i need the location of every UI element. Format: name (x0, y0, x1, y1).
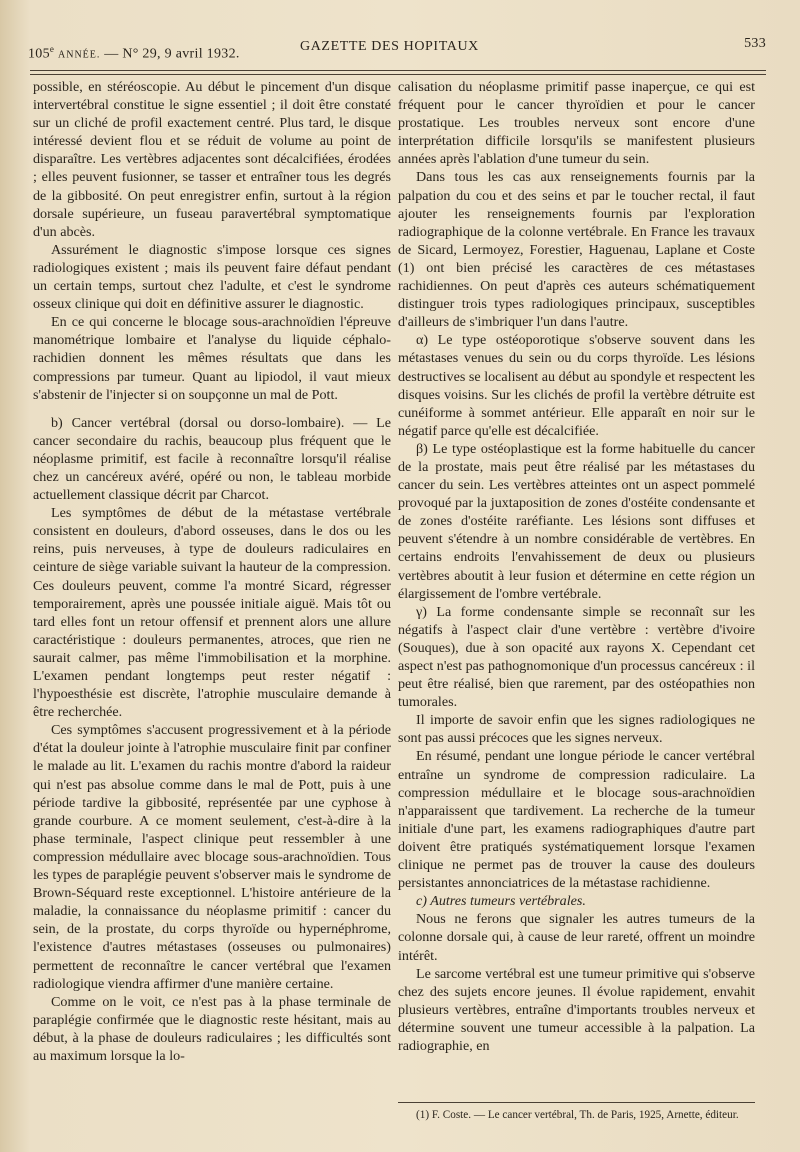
issue-info (28, 44, 240, 63)
paragraph: Ces symptômes s'accusent progressivement et à la période d'état la douleur jointe à l'atrophie musculaire finit par confiner le malade au lit. L'examen du rachis montre d'abord la raideur qui n'est pas absolue comme dans le mal de Pott, puis à une période tardive la gibbosité, représentée par une cyphose à grande courbure. A ce moment seulement, c'est-à-dire à la phase terminale, l'aspect clinique peut ressembler à une compression médullaire avec blocage sous-arachnoïdien. Tous les types de paraplégie peuvent s'observer mais le syndrome de Brown-Séquard reste exceptionnel. L'histoire antérieure de la maladie, la connaissance du néoplasme primitif : cancer du sein, de la prostate, du corps thyroïde ou hypernéphrome, l'existence d'autres métastases (osseuses ou pulmonaires) permettent de reconnaître le cancer vertébral que l'examen radiologique viendra affirmer d'une manière certaine. (33, 722, 391, 992)
section-heading-paragraph: b) Cancer vertébral (dorsal ou dorso-lombaire). — Le cancer secondaire du rachis, beaucoup plus fréquent que le néoplasme primitif, est facile à reconnaître lorsqu'il réalise chez un cancéreux avéré, opéré ou non, le tableau morbide actuellement classique décrit par Charcot. (33, 414, 391, 504)
paragraph: calisation du néoplasme primitif passe inaperçue, ce qui est fréquent pour le cancer thyroïdien et pour le cancer prostatique. Les troubles nerveux sont encore d'une interprétation difficile lorsqu'ils se manifestent plusieurs années après l'ablation d'une tumeur du sein. (398, 79, 755, 168)
paragraph: Dans tous les cas aux renseignements fournis par la palpation du cou et des seins et par le toucher rectal, il faut ajouter les renseignements fournis par l'exploration radiographique de la colonne vertébrale. En France les travaux de Sicard, Lermoyez, Forestier, Haguenau, Laplane et Coste (1) ont bien précisé les caractères de ces métastases rachidiennes. On peut d'après ces auteurs schématiquement distinguer trois types radiologiques principaux, susceptibles d'ailleurs de s'imbriquer l'un dans l'autre. (398, 169, 755, 331)
page-number: 533 (744, 36, 766, 51)
subsection-heading: c) Autres tumeurs vertébrales. (416, 893, 586, 910)
left-column (33, 78, 391, 1065)
header-rule-bottom (30, 74, 766, 75)
paragraph: β) Le type ostéoplastique est la forme habituelle du cancer de la prostate, mais peut être réalisé par les métastases du cancer du sein. Les vertèbres atteintes ont un aspect pommelé provoqué par la juxtaposition de zones d'ostéite condensante et de zones d'ostéite raréfiante. Les lésions sont diffuses et peuvent s'étendre à un nombre considérable de vertèbres. En certains endroits l'envahissement de deux ou plusieurs vertèbres aboutit à leur fusion et détermine en cette région un élargissement de l'ombre vertébrale. (398, 440, 755, 602)
journal-title: GAZETTE DES HOPITAUX (300, 39, 479, 54)
paragraph: possible, en stéréoscopie. Au début le pincement d'un disque intervertébral constitue le signe essentiel ; il doit être constaté sur un cliché de profil exactement centré. Plus tard, le disque intéressé devient flou et se réduit de volume au point de disparaître. Les vertèbres adjacentes sont décalcifiées, érodées ; elles peuvent fusionner, se tasser et entraîner tous les degrés de la gibbosité. On peut enregistrer enfin, surtout à la région dorsale supérieure, un fuseau paravertébral symptomatique d'un abcès. (33, 79, 391, 240)
paragraph: En résumé, pendant une longue période le cancer vertébral entraîne un syndrome de compression radiculaire. La compression médullaire et le blocage sous-arachnoïdien n'apparaissent que tardivement. La recherche de la tumeur initiale d'une part, les examens radiographiques d'autre part doivent être pratiqués systématiquement lorsque l'examen clinique ne permet pas de trouver la cause des douleurs persistantes annonciatrices de la métastase rachidienne. (398, 748, 755, 892)
paragraph: Le sarcome vertébral est une tumeur primitive qui s'observe chez des sujets encore jeunes. Il évolue rapidement, envahit plusieurs vertèbres, entraîne d'importants troubles nerveux et détermine souvent une tumeur accessible à la palpation. La radiographie, en (398, 965, 755, 1054)
footnote-rule (398, 1102, 755, 1103)
paragraph: Comme on le voit, ce n'est pas à la phase terminale de paraplégie confirmée que le diagnostic reste hésitant, mais au début, à la phase de douleurs radiculaires ; les difficultés sont au maximum lorsque la lo- (33, 993, 391, 1064)
paragraph: Assurément le diagnostic s'impose lorsque ces signes radiologiques existent ; mais ils peuvent faire défaut pendant un certain temps, surtout chez l'adulte, et c'est le syndrome osseux clinique qui doit en définitive assurer le diagnostic. (33, 241, 391, 313)
paragraph: γ) La forme condensante simple se reconnaît sur les négatifs à l'aspect clair d'une vertèbre : vertèbre d'ivoire (Souques), due à son opacité aux rayons X. Cependant cet aspect n'est pas pathognomonique d'un processus cancéreux : il peut être réalisé, bien que rarement, par des ostéopathies non tumorales. (398, 603, 755, 711)
paragraph: En ce qui concerne le blocage sous-arachnoïdien l'épreuve manométrique lombaire et l'analyse du liquide céphalo-rachidien donnent les mêmes résultats que dans les compressions par tumeur. Quant au lipiodol, il vaut mieux s'abstenir de l'injecter si on soupçonne un mal de Pott. (33, 314, 391, 403)
paragraph: Il importe de savoir enfin que les signes radiologiques ne sont pas aussi précoces que les signes nerveux. (398, 712, 755, 747)
issue-detail: — N° 29, 9 avril 1932. (104, 46, 240, 62)
footnote: (1) F. Coste. — Le cancer vertébral, Th. de Paris, 1925, Arnette, éditeur. (416, 1109, 739, 1121)
paragraph: α) Le type ostéoporotique s'observe souvent dans les métastases venues du sein ou du corps thyroïde. Les lésions destructives se localisent au début au spondyle et respectent les disques voisins. Sur les clichés de profil la vertèbre détruite est cunéiforme à sommet antérieur. Elle apparaît en noir sur le négatif parce qu'elle est décalcifiée. (398, 332, 755, 439)
issue-number: 105 (28, 46, 50, 62)
paragraph: Nous ne ferons que signaler les autres tumeurs de la colonne dorsale qui, à cause de leur rareté, offrent un moindre intérêt. (398, 911, 755, 964)
issue-suffix: e (49, 44, 55, 54)
header-rule-top (30, 70, 766, 71)
running-header (28, 36, 768, 66)
issue-year-word: ANNÉE. (58, 49, 101, 61)
paragraph: Les symptômes de début de la métastase vertébrale consistent en douleurs, d'abord osseuses, dans le dos ou les reins, puis nerveuses, à type de douleurs radiculaires en ceinture de siège variable suivant la hauteur de la compression. Ces douleurs peuvent, comme l'a montré Sicard, régresser temporairement, après une poussée initiale aiguë. Mais tôt ou tard elles font un retour offensif et prennent alors une allure caractéristique : douleurs permanentes, atroces, que rien ne saurait calmer, pas même l'immobilisation et la morphine. L'examen pendant longtemps peut rester négatif : l'hypoesthésie est discrète, l'atrophie musculaire demande à être recherchée. (33, 505, 391, 721)
right-column (398, 78, 755, 1055)
